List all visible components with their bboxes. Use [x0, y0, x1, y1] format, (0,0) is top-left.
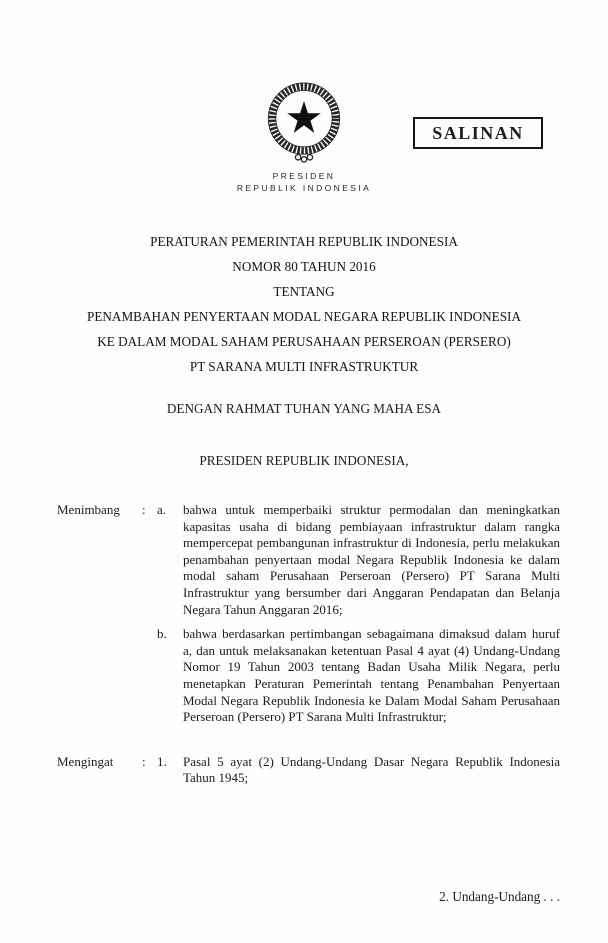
- considering-label: Menimbang: [57, 502, 120, 517]
- title-line-3: TENTANG: [273, 284, 335, 299]
- remembering-section: [57, 754, 560, 787]
- considering-item-a-text: bahwa untuk memperbaiki struktur permodalan dan meningkatkan kapasitas usaha di bidang pembiayaan infrastruktur dalam rangka mempercepat pembangunan infrastruktur di Indonesia, perlu melakukan penambahan penyertaan modal Negara Republik Indonesia ke dalam modal saham Perusahaan Perseroan (Persero) PT Sarana Multi Infrastruktur yang bersumber dari Anggaran Pendapatan dan Belanja Negara Tahun Anggaran 2016;: [183, 502, 560, 617]
- considering-item-b-marker: b.: [157, 626, 167, 642]
- remembering-label: Mengingat: [57, 753, 114, 769]
- letterhead: [0, 171, 608, 194]
- preamble-body: [57, 502, 560, 787]
- title-line-2: NOMOR 80 TAHUN 2016: [232, 259, 376, 274]
- title-line-1: PERATURAN PEMERINTAH REPUBLIK INDONESIA: [150, 234, 458, 249]
- regulation-title-block: [40, 229, 568, 379]
- invocation-line: DENGAN RAHMAT TUHAN YANG MAHA ESA: [166, 401, 442, 416]
- title-line-6: PT SARANA MULTI INFRASTRUKTUR: [189, 359, 419, 374]
- letterhead-line-republik-indonesia: REPUBLIK INDONESIA: [236, 182, 372, 193]
- remembering-separator: :: [142, 753, 146, 769]
- remembering-item-1-text: Pasal 5 ayat (2) Undang-Undang Dasar Negara Republik Indonesia Tahun 1945;: [183, 753, 560, 786]
- salinan-stamp-label: SALINAN: [432, 122, 524, 143]
- salinan-stamp-box: [413, 117, 543, 149]
- page-catchword: 2. Undang-Undang . . .: [439, 889, 560, 904]
- considering-section: [57, 502, 560, 726]
- considering-separator: :: [142, 502, 146, 517]
- letterhead-line-presiden: PRESIDEN: [272, 171, 336, 181]
- considering-item-b-text: bahwa berdasarkan pertimbangan sebagaimana dimaksud dalam huruf a, dan untuk melaksanakan ketentuan Pasal 4 ayat (4) Undang-Undang Nomor 19 Tahun 2003 tentang Badan Usaha Milik Negara, perlu menetapkan Peraturan Pemerintah tentang Penambahan Penyertaan Modal Negara Republik Indonesia ke Dalam Modal Saham Perusahaan Perseroan (Persero) PT Sarana Multi Infrastruktur;: [183, 626, 560, 725]
- title-line-5: KE DALAM MODAL SAHAM PERUSAHAAN PERSEROAN (PERSERO): [97, 334, 511, 349]
- remembering-item-1-marker: 1.: [157, 753, 167, 769]
- enacting-authority-line: PRESIDEN REPUBLIK INDONESIA,: [199, 453, 409, 468]
- presidential-seal-icon: [262, 78, 346, 166]
- title-line-4: PENAMBAHAN PENYERTAAN MODAL NEGARA REPUBLIK INDONESIA: [87, 309, 521, 324]
- considering-item-a-marker: a.: [157, 502, 167, 517]
